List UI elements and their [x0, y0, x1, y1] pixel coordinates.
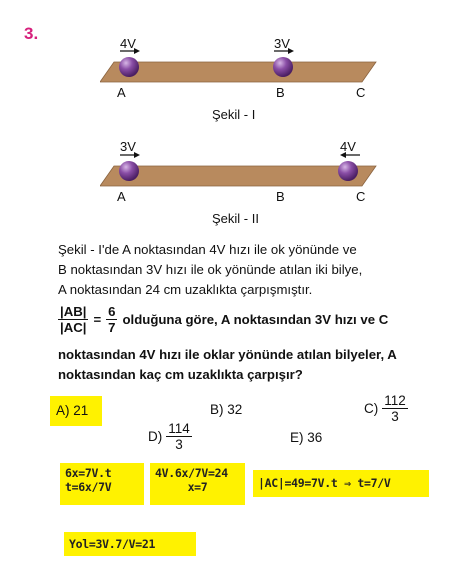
- note-line: x=7: [187, 480, 208, 494]
- fraction-numerator: 112: [384, 393, 406, 408]
- problem-text: [58, 240, 362, 300]
- speed-label-left: 4V: [120, 36, 136, 51]
- speed-label-right: 3V: [274, 36, 290, 51]
- fraction-numerator: |AB|: [60, 304, 87, 319]
- note-line: t=6x/7V: [65, 480, 112, 494]
- option-d-label: D): [148, 429, 163, 444]
- note-line: 4V.6x/7V=24: [155, 466, 228, 480]
- note-3: |AC|=49=7V.t ⇒ t=7/V: [253, 470, 429, 497]
- point-c-label: C: [356, 189, 366, 204]
- ratio-lhs: [58, 304, 88, 335]
- fraction-denominator: |AC|: [60, 320, 87, 335]
- ratio-rhs: [106, 304, 117, 335]
- option-c-fraction: [382, 393, 408, 424]
- ratio-tail: olduğuna göre, A noktasından 3V hızı ve C: [122, 312, 389, 327]
- note-line: 6x=7V.t: [65, 466, 112, 480]
- option-a[interactable]: A) 21: [50, 396, 102, 426]
- fraction-denominator: 3: [391, 409, 399, 424]
- question-line: noktasından kaç cm uzaklıkta çarpışır?: [58, 367, 303, 382]
- speed-label-right: 4V: [340, 139, 356, 154]
- option-c-label: C): [364, 401, 379, 416]
- option-d[interactable]: [148, 421, 192, 452]
- figure-1-caption: Şekil - I: [212, 107, 256, 122]
- speed-label-left: 3V: [120, 139, 136, 154]
- note-4: Yol=3V.7/V=21: [64, 532, 196, 556]
- problem-line: B noktasından 3V hızı ile ok yönünde atılan iki bilye,: [58, 262, 363, 277]
- option-b[interactable]: B) 32: [210, 402, 243, 417]
- point-a-label: A: [117, 189, 126, 204]
- plank: [100, 62, 376, 82]
- ratio-line: [58, 304, 388, 335]
- option-e[interactable]: E) 36: [290, 430, 323, 445]
- fraction-numerator: 114: [168, 421, 190, 436]
- note-2: [150, 463, 245, 505]
- option-d-fraction: [166, 421, 192, 452]
- figure-2-caption: Şekil - II: [212, 211, 259, 226]
- point-b-label: B: [276, 189, 285, 204]
- fraction-numerator: 6: [108, 304, 116, 319]
- problem-line: A noktasından 24 cm uzaklıkta çarpışmıştır.: [58, 282, 313, 297]
- point-b-label: B: [276, 85, 285, 100]
- ball-left: [119, 161, 139, 181]
- problem-line: Şekil - I'de A noktasından 4V hızı ile ok yönünde ve: [58, 242, 357, 257]
- point-c-label: C: [356, 85, 366, 100]
- ball-right: [338, 161, 358, 181]
- note-1: [60, 463, 144, 505]
- figure-1: [100, 30, 390, 102]
- question-text: [58, 345, 397, 385]
- question-line: noktasından 4V hızı ile oklar yönünde atılan bilyeler, A: [58, 347, 397, 362]
- question-number: 3.: [24, 24, 39, 43]
- ball-left: [119, 57, 139, 77]
- fraction-denominator: 7: [108, 320, 116, 335]
- equals-sign: =: [93, 312, 102, 327]
- point-a-label: A: [117, 85, 126, 100]
- plank: [100, 166, 376, 186]
- ball-right: [273, 57, 293, 77]
- option-c[interactable]: [364, 393, 408, 424]
- fraction-denominator: 3: [175, 437, 183, 452]
